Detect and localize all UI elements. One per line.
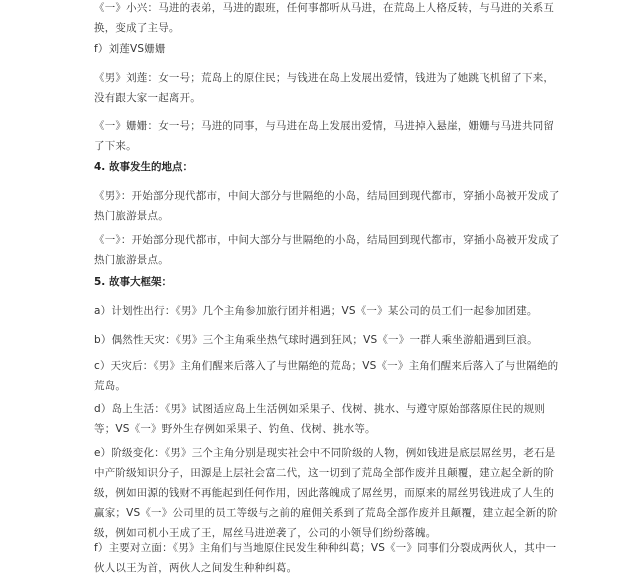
paragraph-liulian-vs-shanshan: f）刘莲VS姗姗 xyxy=(94,43,166,55)
paragraph-location-yi: 《一》：开始部分现代都市，中间大部分与世隔绝的小岛，结局回到现代都市，穿插小岛被开发成了热门旅游景点。 xyxy=(94,234,560,266)
paragraph-after-disaster: c）天灾后：《男》主角们醒来后落入了与世隔绝的荒岛；VS《一》主角们醒来后落入了与世隔绝的荒岛。 xyxy=(94,360,559,392)
paragraph-shanshan: 《一》姗姗：女一号；马进的同事，与马进在岛上发展出爱情，马进掉入悬崖，姗姗与马进共同留了下来。 xyxy=(94,120,555,152)
section-heading-location: 4. 故事发生的地点： xyxy=(94,161,193,173)
paragraph-island-life: d）岛上生活：《男》试图适应岛上生活例如采果子、伐树、挑水、与遵守原始部落原住民的规则等；VS《一》野外生存例如采果子、钓鱼、伐树、挑水等。 xyxy=(94,403,546,435)
paragraph-planned-trip: a）计划性出行：《男》几个主角参加旅行团并相遇；VS《一》某公司的员工们一起参加团建。 xyxy=(94,305,538,317)
paragraph-natural-disaster: b）偶然性天灾：《男》三个主角乘坐热气球时遇到狂风；VS《一》一群人乘坐游船遇到巨浪。 xyxy=(94,334,538,346)
paragraph-location-nan: 《男》：开始部分现代都市，中间大部分与世隔绝的小岛，结局回到现代都市，穿插小岛被开发成了热门旅游景点。 xyxy=(94,190,560,222)
paragraph-xiaoxing: 《一》小兴：马进的表弟，马进的跟班，任何事都听从马进，在荒岛上人格反转，与马进的关系互换，变成了主导。 xyxy=(94,2,555,34)
section-heading-framework: 5. 故事大框架： xyxy=(94,276,172,288)
paragraph-liulian: 《男》刘莲：女一号；荒岛上的原住民；与钱进在岛上发展出爱情，钱进为了她跳飞机留了下来，没有跟大家一起离开。 xyxy=(94,72,555,104)
paragraph-class-change: e）阶级变化：《男》三个主角分别是现实社会中不同阶级的人物，例如钱进是底层屌丝男，老石是中产阶级知识分子，田源是上层社会富二代，这一切到了荒岛全部作废并且颠覆，建立起全新的阶级，例如田源的钱财不再能起到任何作用，因此落魄成了屌丝男，而原来的屌丝男钱进成了人生的赢家；VS《一》公司里的员工等级与之前的雇佣关系到了荒岛全部作废并且颠覆，建立起全新的阶级，例如司机小王成了王，屌丝马进逆袭了，公司的小领导们纷纷落魄。 xyxy=(94,447,558,539)
paragraph-main-conflict: f）主要对立面：《男》主角们与当地原住民发生种种纠葛；VS《一》同事们分裂成两伙人，其中一伙人以王为首，两伙人之间发生种种纠葛。 xyxy=(94,542,557,574)
